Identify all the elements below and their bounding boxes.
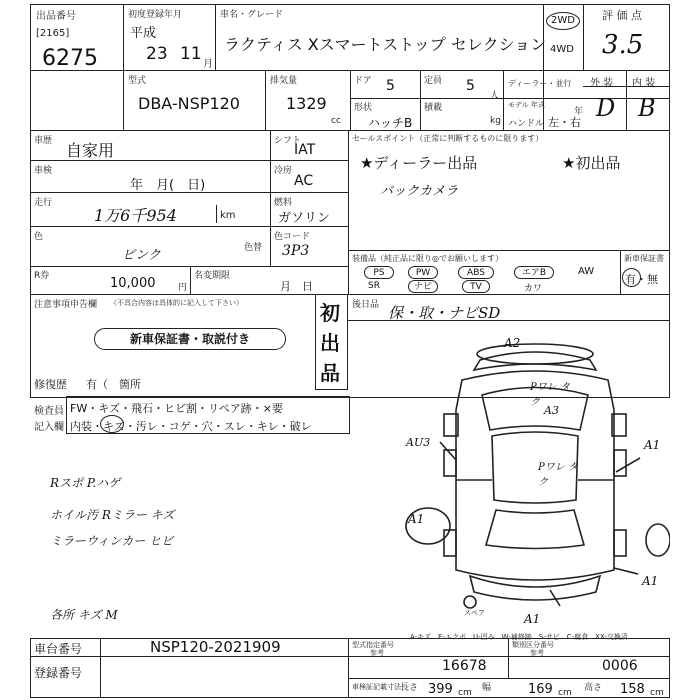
length-label: 長さ (400, 683, 419, 693)
shift-label: シフト (274, 136, 302, 146)
model-year-label: モデル 年式 (508, 101, 545, 109)
inspection-line-2: 内装・キズ・汚レ・コゲ・穴・スレ・キレ・破レ (70, 420, 312, 433)
handwritten-note-4: 各所 キズ M (50, 608, 118, 622)
equip-tv: TV (462, 280, 490, 293)
equip-ps: PS (364, 266, 394, 279)
length-unit: cm (458, 688, 472, 698)
height-unit: cm (650, 688, 664, 698)
equipment-label: 装備品（純正品に限り◎でお願いします） (352, 254, 503, 263)
divider (620, 250, 621, 294)
chassis-label: 車台番号 (34, 642, 83, 656)
repair-history-value: 有（ 箇所 (86, 378, 141, 391)
lot-number: 6275 (42, 46, 98, 71)
repaint-label: 色替 (244, 243, 263, 253)
capacity: 5 (466, 78, 475, 94)
height-value: 158 (620, 682, 645, 697)
divider (215, 4, 216, 70)
warranty-value: 有・無 (625, 273, 658, 286)
drive-4wd: 4WD (550, 44, 574, 55)
handle-value: 左・右 (548, 116, 581, 129)
damage-label-au3: AU3 (406, 436, 431, 449)
warranty-yes-circle (622, 268, 641, 287)
equip-aw: AW (578, 266, 595, 277)
class-label: 類別区分番号 (512, 641, 554, 649)
drive-2wd-circled: 2WD (546, 12, 580, 30)
inspector-label-1: 検査員 (34, 406, 64, 417)
length-value: 399 (428, 682, 453, 697)
divider (30, 130, 123, 131)
divider (420, 70, 421, 130)
divider (508, 638, 509, 678)
model-spec-sub: 参考 (370, 649, 384, 657)
divider (626, 70, 627, 130)
selling-point-note: バックカメラ (380, 184, 459, 199)
divider (583, 4, 584, 70)
name-change-date: 月 日 (280, 280, 313, 293)
exterior-label: 外 装 (590, 78, 614, 89)
history-value: 自家用 (66, 141, 115, 160)
divider (350, 70, 351, 130)
selling-points-label: セールスポイント（正常に判断するものに限ります） (352, 134, 544, 143)
name-change-label: 名変期限 (194, 271, 231, 281)
warranty-badge (94, 328, 286, 350)
color-code-label: 色コード (274, 232, 311, 242)
model-code-label: 型式 (128, 76, 147, 86)
divider (265, 70, 266, 130)
new-car-warranty-label: 新車保証書 (624, 254, 664, 263)
first-registration-label: 初度登録年月 (128, 10, 183, 20)
equip-airbag: エアB (514, 266, 554, 279)
registration-year: 23 (146, 44, 168, 64)
cc-unit: cc (331, 116, 341, 126)
class-value: 0006 (602, 658, 638, 674)
width-label: 幅 (482, 683, 492, 693)
handwritten-note-1: Rスポ P.ハゲ (50, 476, 121, 490)
lot-bracket: [2165] (36, 28, 70, 39)
shift-value: IAT (294, 142, 316, 158)
divider (30, 226, 348, 227)
inspection-label: 車検 (34, 166, 53, 176)
damage-label-a1-bottom-right: A1 (642, 574, 659, 588)
ac-value: AC (294, 173, 314, 189)
handle-label: ハンドル (508, 119, 545, 129)
dealer-label: ディーラー・並行 (508, 79, 572, 88)
km-unit: km (220, 210, 236, 221)
caution-label: 注意事項申告欄 (34, 300, 98, 310)
later-items-label: 後日品 (352, 300, 380, 310)
doors: 5 (386, 78, 395, 94)
model-name-label: 車名・グレード (220, 10, 284, 20)
height-label: 高さ (584, 683, 603, 693)
width-value: 169 (528, 682, 553, 697)
fuel-value: ガソリン (278, 211, 331, 226)
mileage-label: 走行 (34, 198, 53, 208)
model-spec-label: 型式指定番号 (352, 641, 394, 649)
damage-legend: A-キズ E-エクボ U-凹み W-補修跡 S-サビ C-腐食 XX-交換済 (410, 633, 628, 641)
doors-label: ドア (354, 76, 372, 86)
mileage-value: 1万6千954 (94, 206, 177, 225)
interior-label: 内 装 (632, 78, 656, 89)
model-spec-value: 16678 (442, 658, 487, 674)
caution-sub: （不具合内容は具体的に記入して下さい） (110, 299, 243, 307)
year-unit: 年 (574, 107, 584, 117)
handwritten-note-3: ミラーウィンカー ヒビ (50, 534, 174, 548)
divider (123, 4, 124, 130)
body-label: 形状 (354, 103, 373, 113)
yen-unit: 円 (178, 283, 188, 293)
era: 平成 (130, 26, 157, 41)
color-label: 色 (34, 232, 44, 242)
equip-navi: ナビ (408, 280, 438, 293)
divider (503, 70, 504, 130)
kg-unit: kg (490, 116, 501, 126)
spare-tire-label: スペア (464, 609, 485, 617)
divider (270, 130, 271, 266)
damage-label-a1-bottom: A1 (524, 612, 541, 626)
exterior-grade: D (596, 94, 616, 122)
model-name: ラクティス Xスマートストップ セレクション (224, 35, 547, 54)
body-type: ハッチB (368, 116, 413, 130)
divider (348, 638, 349, 698)
fuel-label: 燃料 (274, 198, 293, 208)
equip-leather: カワ (524, 284, 543, 294)
damage-label-a3: A3 (544, 404, 559, 417)
registration-label: 登録番号 (34, 666, 83, 680)
divider (348, 250, 670, 251)
capacity-label: 定員 (424, 76, 443, 86)
displacement: 1329 (286, 94, 327, 113)
color-code: 3P3 (282, 243, 310, 259)
auction-sheet (30, 0, 670, 700)
repair-history-label: 修復歴 (34, 378, 67, 391)
warranty-badge-text: 新車保証書・取説付き (129, 332, 250, 346)
damage-label-a2-front: A2 (504, 336, 521, 350)
inspector-label-2: 記入欄 (34, 422, 64, 433)
equip-abs: ABS (458, 266, 494, 279)
history-label: 車歴 (34, 136, 53, 146)
divider (30, 294, 348, 295)
footer-box (30, 638, 670, 698)
divider (350, 98, 670, 99)
class-sub: 参考 (530, 649, 544, 657)
selling-point-dealer: ★ディーラー出品 (360, 154, 478, 172)
damage-label-roof: Pワレ タク (530, 382, 570, 408)
divider (216, 205, 217, 223)
interior-scratch-circle (100, 415, 124, 433)
equip-pw: PW (408, 266, 438, 279)
model-code: DBA-NSP120 (138, 94, 240, 113)
month-unit: 月 (203, 59, 213, 70)
load-label: 積載 (424, 103, 443, 113)
ac-label: 冷房 (274, 166, 293, 176)
divider (348, 678, 670, 679)
displacement-label: 排気量 (270, 76, 298, 86)
size-label: 車検証記載寸法 (352, 683, 401, 691)
later-items-value: 保・取・ナビSD (388, 304, 501, 322)
divider (30, 656, 670, 657)
recycle-label: R券 (34, 271, 50, 281)
inspection-line-1: FW・キズ・飛石・ヒビ割・リペア跡・×要 (70, 402, 283, 415)
score: 3.5 (602, 30, 644, 60)
damage-label-a1-right: A1 (644, 438, 661, 452)
score-label: 評 価 点 (602, 9, 642, 22)
person-unit: 人 (490, 91, 500, 101)
divider (190, 266, 191, 294)
handwritten-note-2: ホイル汚 Rミラー キズ (50, 508, 175, 522)
divider (348, 130, 349, 294)
lot-number-label: 出品番号 (36, 11, 76, 22)
selling-point-first: ★初出品 (562, 154, 621, 172)
divider (100, 638, 101, 698)
inspection-value: 年 月( 日) (130, 178, 206, 193)
damage-label-center: Pワレ タク (538, 462, 578, 488)
divider (348, 294, 670, 295)
chassis-number: NSP120-2021909 (150, 638, 281, 656)
divider (30, 266, 348, 267)
recycle-value: 10,000 (110, 276, 156, 291)
registration-month: 11 (180, 44, 202, 64)
equip-sr: SR (368, 281, 380, 291)
damage-label-a1-left: A1 (408, 512, 425, 526)
first-listing-vertical: 初出品 (320, 301, 340, 385)
width-unit: cm (558, 688, 572, 698)
color-value: ピンク (122, 248, 161, 263)
divider (543, 4, 544, 130)
interior-grade: B (638, 94, 656, 122)
